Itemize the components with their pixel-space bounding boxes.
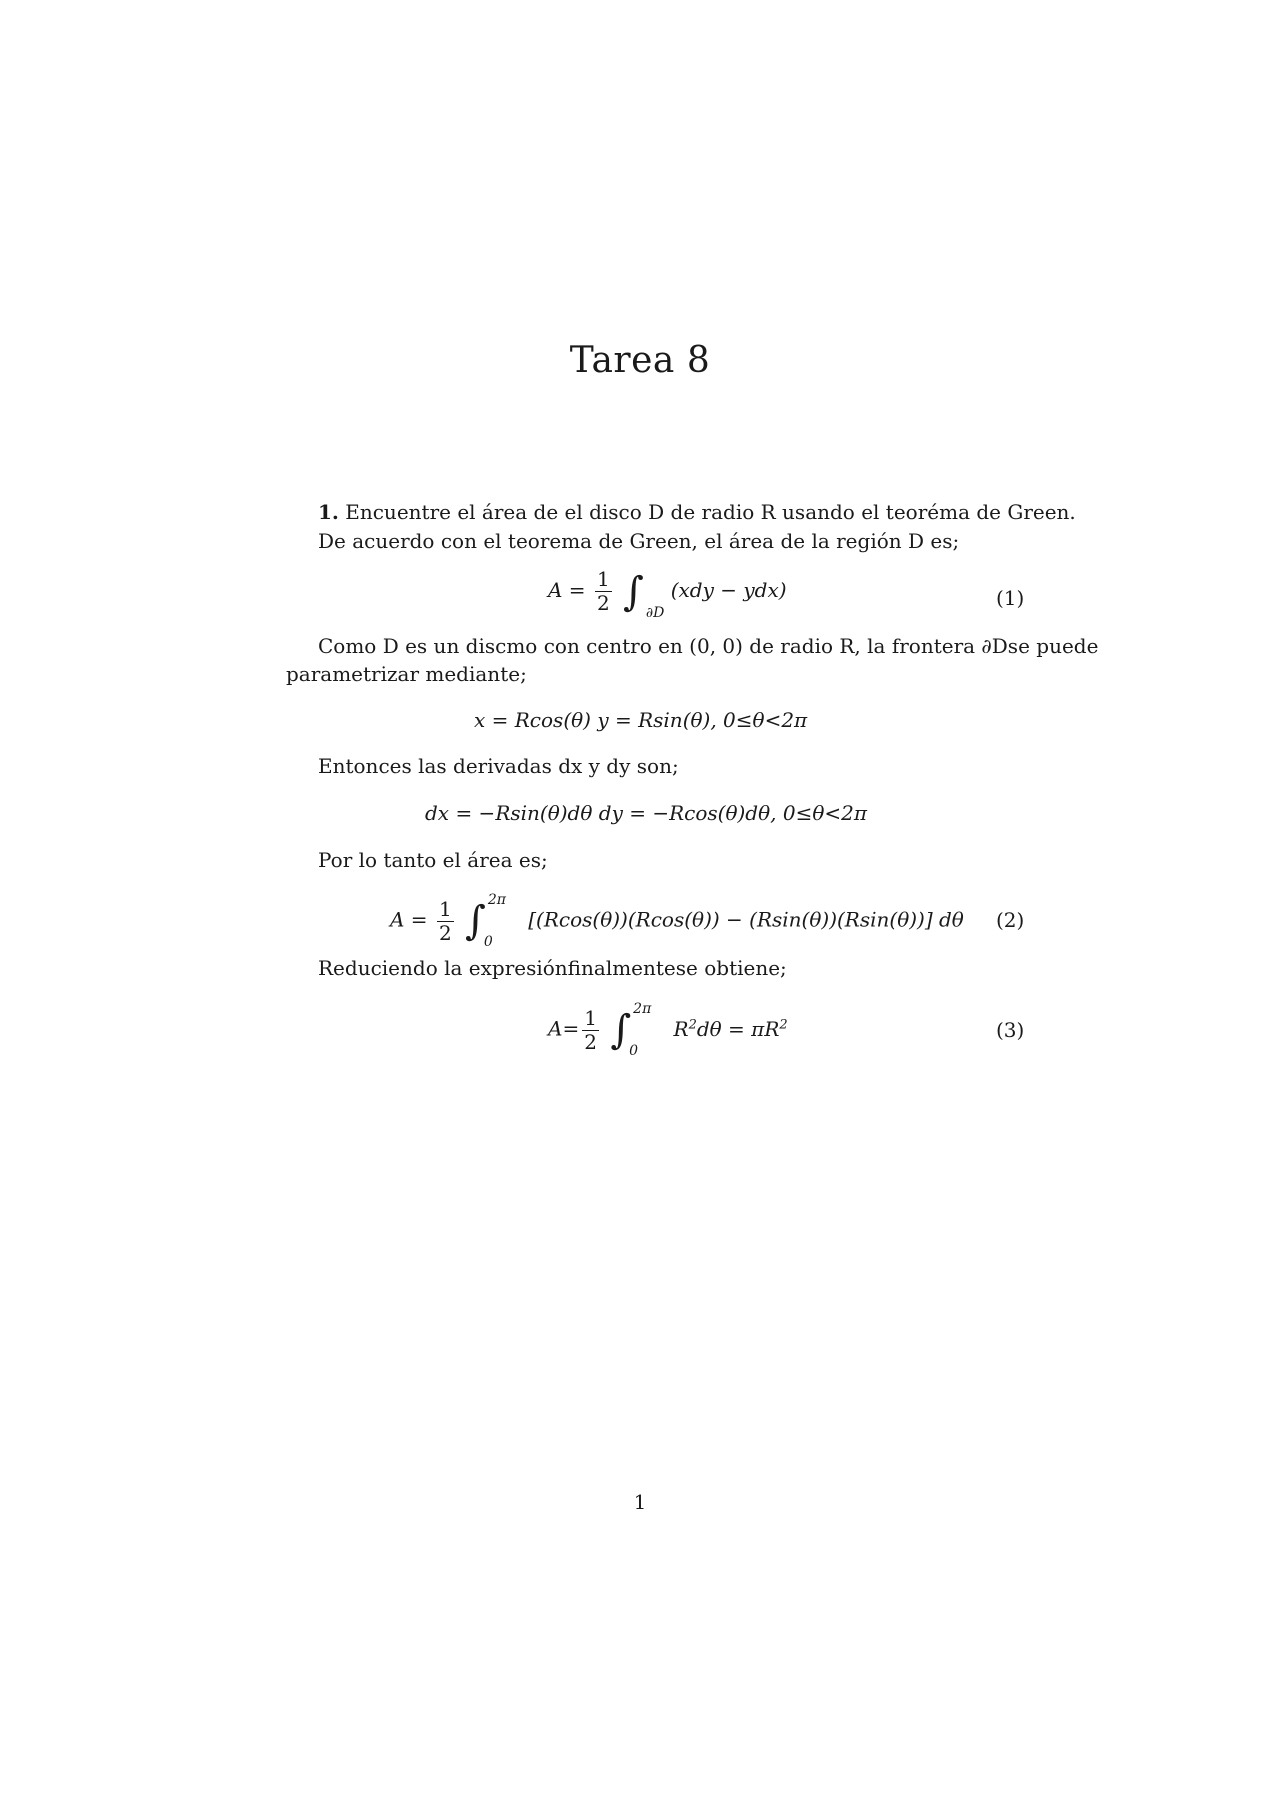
equation-2-integrand: [(Rcos(θ))(Rcos(θ)) − (Rsin(θ))(Rsin(θ))] dθ — [528, 907, 964, 932]
parametrization-equation: x = Rcos(θ) y = Rsin(θ), 0≤θ<2π — [474, 708, 808, 732]
problem-text: Encuentre el área de el disco D de radio R usando el teoréma de Green. — [345, 500, 1076, 524]
problem-statement — [318, 502, 1076, 522]
equation-3: A= $\frac{1}{2}$ ∫ 2π 0 $R^2d\theta = \pi R^2$ — [548, 1001, 788, 1059]
paragraph-derivatives: Entonces las derivadas dx y dy son; — [318, 754, 679, 778]
paragraph-frontier: Como D es un discmo con centro en (0, 0) de radio R, la frontera ∂Dse puede — [318, 634, 1099, 658]
derivatives-equation: dx = −Rsin(θ)dθ dy = −Rcos(θ)dθ, 0≤θ<2π — [425, 801, 868, 825]
paragraph-area: Por lo tanto el área es; — [318, 848, 548, 872]
equation-2: A = $\frac{1}{2}$ ∫ 2π 0 [(Rcos(θ))(Rcos(θ)) − (Rsin(θ))(Rsin(θ))] dθ — [390, 892, 964, 950]
equation-3-number: (3) — [996, 1018, 1025, 1042]
equation-1-number: (1) — [996, 586, 1025, 610]
equation-2-number: (2) — [996, 908, 1025, 932]
problem-number: 1. — [318, 500, 339, 524]
page-title: Tarea 8 — [569, 340, 711, 381]
equation-1: A = $\frac{1}{2}$ ∫ $_{\partial D}$ (xdy − ydx) — [548, 567, 787, 621]
intro-line: De acuerdo con el teorema de Green, el área de la región D es; — [318, 529, 960, 553]
paragraph-frontier-cont: parametrizar mediante; — [286, 662, 527, 686]
page-number: 1 — [633, 1490, 647, 1514]
paragraph-reduction: Reduciendo la expresiónfinalmentese obtiene; — [318, 956, 787, 980]
